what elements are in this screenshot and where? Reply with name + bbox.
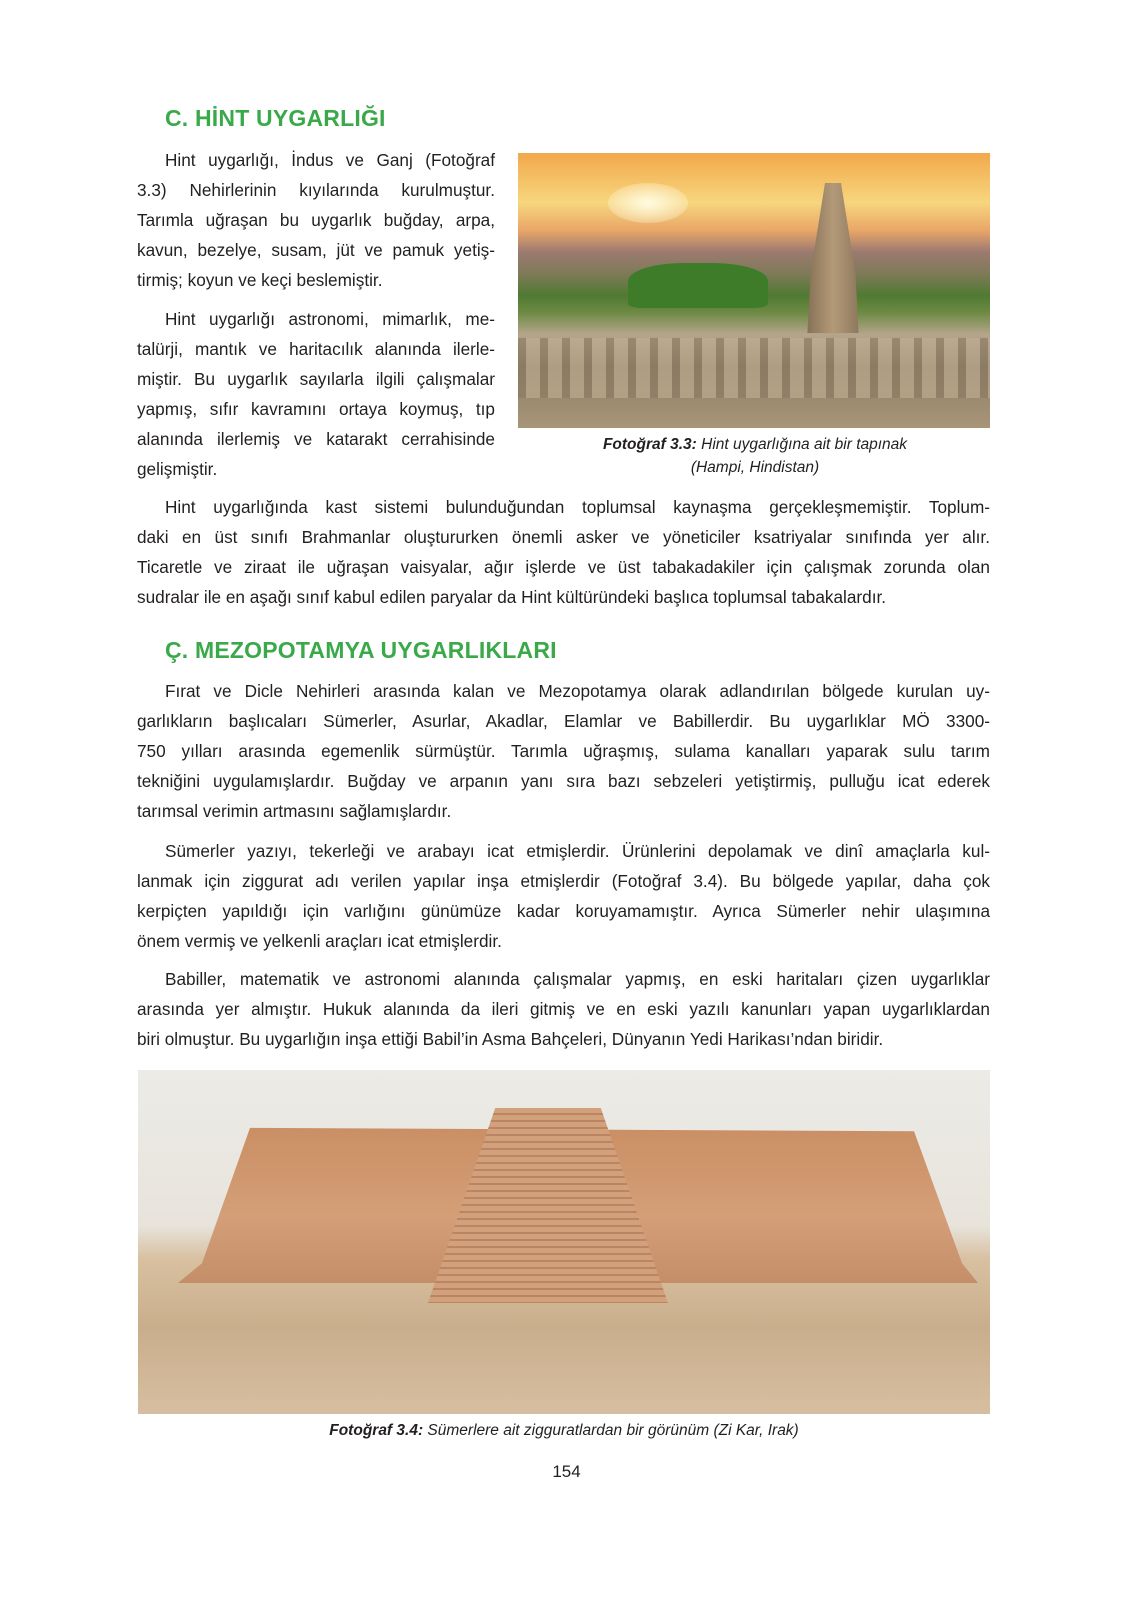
paragraph-line: arasında yer almıştır. Hukuk alanında da ileri gitmiş ve en eski yazılı kanunları yapan uygarlıklardan [137, 999, 990, 1019]
paragraph-line: daki en üst sınıfı Brahmanlar oluştururken önemli asker ve yöneticiler ksatriyalar sınıfında yer alır. [137, 527, 990, 547]
section-heading-hint: C. HİNT UYGARLIĞI [165, 105, 386, 131]
caption-location: (Hampi, Hindistan) [690, 459, 820, 476]
temple-tower [793, 183, 873, 333]
paragraph-line: Fırat ve Dicle Nehirleri arasında kalan ve Mezopotamya olarak adlandırılan bölgede kurulan uy- [165, 681, 990, 701]
caption-text: Sümerlere ait zigguratlardan bir görünüm (Zi Kar, Irak) [423, 1422, 799, 1439]
paragraph-line: biri olmuştur. Bu uygarlığın inşa ettiği Babil’in Asma Bahçeleri, Dünyanın Yedi Harikası’ndan biridir. [137, 1029, 884, 1049]
paragraph-line: gelişmiştir. [137, 459, 218, 479]
paragraph-line: Hint uygarlığı, İndus ve Ganj (Fotoğraf [165, 150, 495, 170]
paragraph-line: tarımsal verimin artmasını sağlamışlardır. [137, 801, 452, 821]
photo-caption-3-4 [138, 1419, 990, 1442]
paragraph-line: tirmiş; koyun ve keçi beslemiştir. [137, 270, 383, 290]
paragraph-line: talürji, mantık ve haritacılık alanında ilerle- [137, 339, 495, 359]
paragraph-line: Babiller, matematik ve astronomi alanında çalışmalar yapmış, en eski haritaları çizen uygarlıklar [165, 969, 990, 989]
page-number: 154 [552, 1462, 581, 1481]
photo-caption-3-3 [518, 433, 992, 479]
trees [628, 263, 768, 308]
paragraph-line: alanında ilerlemiş ve katarakt cerrahisinde [137, 429, 495, 449]
paragraph-line: Sümerler yazıyı, tekerleği ve arabayı icat etmişlerdir. Ürünlerini depolamak ve dinî amaçlarla kul- [165, 841, 990, 861]
paragraph-line: kerpiçten yapıldığı için varlığını günümüze kadar koruyamamıştır. Ayrıca Sümerler nehir ulaşımına [137, 901, 990, 921]
paragraph-line: tekniğini uygulamışlardır. Buğday ve arpanın yanı sıra bazı sebzeleri yetiştirmiş, pulluğu icat ederek [137, 771, 990, 791]
paragraph-line: sudralar ile en aşağı sınıf kabul edilen paryalar da Hint kültüründeki başlıca toplumsal tabakalardır. [137, 587, 887, 607]
photo-ziggurat [138, 1070, 990, 1414]
paragraph-line: Hint uygarlığı astronomi, mimarlık, me- [165, 309, 495, 329]
section-heading-mezopotamya: Ç. MEZOPOTAMYA UYGARLIKLARI [165, 637, 557, 663]
paragraph-line: 3.3) Nehirlerinin kıyılarında kurulmuştur. [137, 180, 495, 200]
paragraph-line: Ticaretle ve ziraat ile uğraşan vaisyalar, ağır işlerde ve üst tabakadakiler için çalışmak zorunda olan [137, 557, 990, 577]
paragraph-line: miştir. Bu uygarlık sayılarla ilgili çalışmalar [137, 369, 495, 389]
paragraph-line: Hint uygarlığında kast sistemi bulunduğundan toplumsal kaynaşma gerçekleşmemiştir. Toplum- [165, 497, 990, 517]
photo-hindu-temple [518, 153, 990, 428]
caption-label: Fotoğraf 3.3: [602, 436, 697, 453]
paragraph-line: Tarımla uğraşan bu uygarlık buğday, arpa, [137, 210, 495, 230]
caption-label: Fotoğraf 3.4: [329, 1422, 424, 1439]
sun [608, 183, 688, 223]
paragraph-line: garlıkların başlıcaları Sümerler, Asurlar, Akadlar, Elamlar ve Babillerdir. Bu uygarlıklar MÖ 3300- [137, 711, 990, 731]
paragraph-line: lanmak için ziggurat adı verilen yapılar inşa etmişlerdir (Fotoğraf 3.4). Bu bölgede yapılar, daha çok [137, 871, 990, 891]
caption-text: Hint uygarlığına ait bir tapınak [696, 436, 908, 453]
paragraph-line: 750 yılları arasında egemenlik sürmüştür. Tarımla uğraşmış, sulama kanalları yaparak sulu tarım [137, 741, 990, 761]
paragraph-line: yapmış, sıfır kavramını ortaya koymuş, tıp [137, 399, 495, 419]
paragraph-line: kavun, bezelye, susam, jüt ve pamuk yetiş- [137, 240, 495, 260]
colonnade [518, 338, 990, 398]
paragraph-line: önem vermiş ve yelkenli araçları icat etmişlerdir. [137, 931, 502, 951]
